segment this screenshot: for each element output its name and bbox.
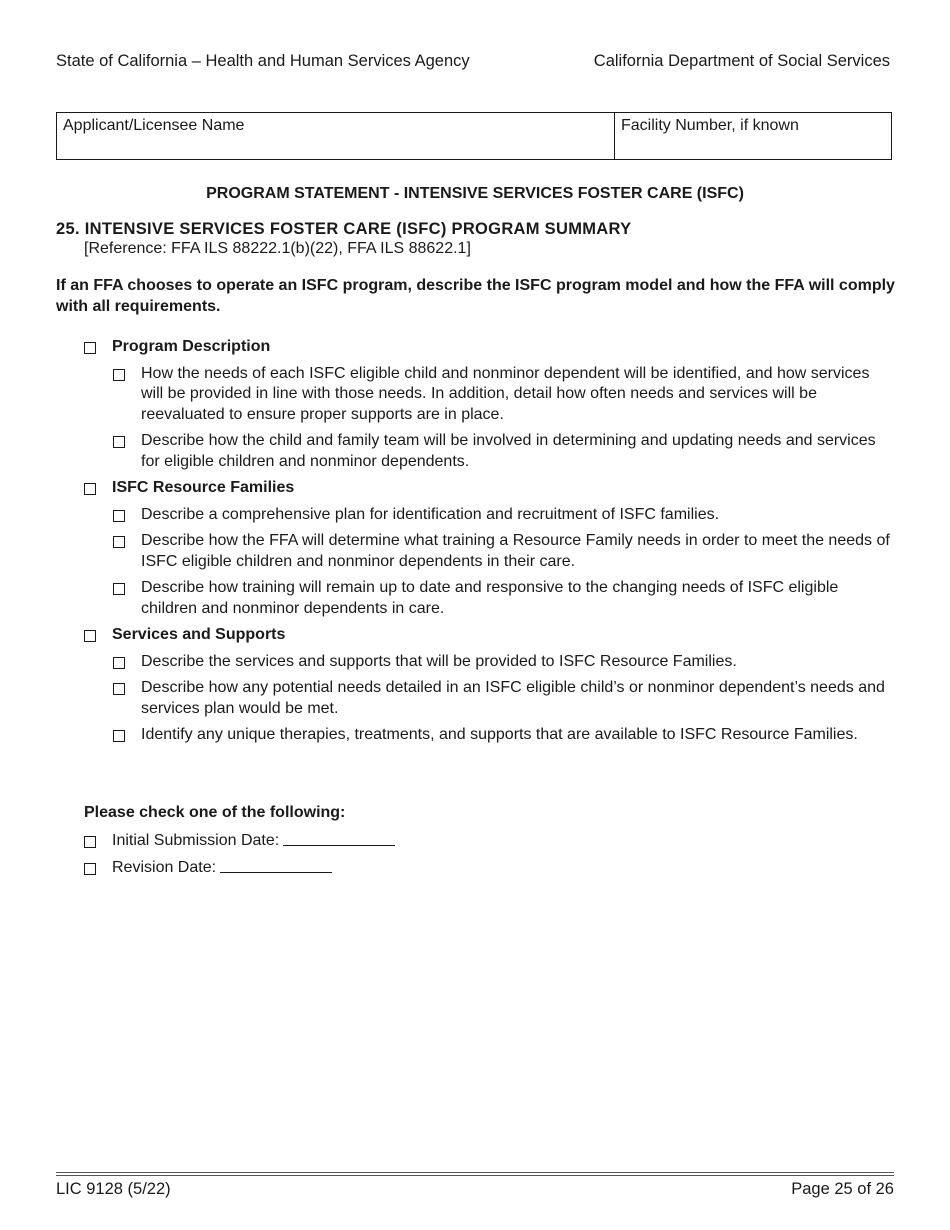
page-number: Page 25 of 26 [791,1180,894,1198]
list-item [84,431,894,472]
facility-number-label: Facility Number, if known [621,117,799,134]
category-services-and-supports [84,625,894,746]
category-row [84,625,894,646]
revision-label: Revision Date: [112,859,217,876]
department-header: California Department of Social Services [593,52,890,70]
category-label: Services and Supports [112,626,286,643]
item-text: Identify any unique therapies, treatments, and supports that are available to ISFC Resource Families. [141,726,858,743]
footer-divider [56,1175,894,1176]
checkbox[interactable] [84,483,96,495]
list-item [84,678,894,719]
instruction-text: If an FFA chooses to operate an ISFC program, describe the ISFC program model and how the FFA will comply with all requirements. [56,277,895,315]
checkbox[interactable] [113,657,125,669]
initial-submission-date-field[interactable] [283,831,395,846]
initial-submission-checkbox[interactable] [84,836,96,848]
submission-type-title: Please check one of the following: [84,804,346,821]
category-program-description [84,337,894,472]
revision-checkbox[interactable] [84,863,96,875]
section-reference: [Reference: FFA ILS 88222.1(b)(22), FFA ILS 88622.1] [84,240,471,257]
checkbox[interactable] [113,436,125,448]
item-text: Describe how training will remain up to date and responsive to the changing needs of ISFC eligible children and nonminor dependents in care. [141,579,839,617]
page-title: PROGRAM STATEMENT - INTENSIVE SERVICES FOSTER CARE (ISFC) [206,185,744,202]
revision-row [84,858,395,878]
list-item [84,725,894,746]
agency-header: State of California – Health and Human Services Agency [56,52,470,70]
applicant-name-label: Applicant/Licensee Name [63,117,245,134]
checklist [84,337,894,752]
initial-submission-row [84,831,395,851]
item-text: Describe the services and supports that will be provided to ISFC Resource Families. [141,652,737,670]
item-text: How the needs of each ISFC eligible child and nonminor dependent will be identified, and how services will be provided in line with those needs. In addition, detail how often needs and services will be reevaluated to ensure proper supports are in place. [141,364,870,423]
checkbox[interactable] [84,630,96,642]
item-text: Describe how the FFA will determine what training a Resource Family needs in order to meet the needs of ISFC eligible children and nonminor dependents in their care. [141,532,890,570]
checkbox[interactable] [113,369,125,381]
checkbox[interactable] [113,583,125,595]
checkbox[interactable] [113,536,125,548]
category-isfc-resource-families [84,478,894,619]
initial-submission-label: Initial Submission Date: [112,832,280,849]
checkbox[interactable] [113,730,125,742]
checkbox[interactable] [113,510,125,522]
footer-divider [56,1172,894,1173]
category-label: Program Description [112,338,271,355]
applicant-info-table [56,112,892,160]
category-row [84,478,894,499]
checkbox[interactable] [84,342,96,354]
section-heading: 25. INTENSIVE SERVICES FOSTER CARE (ISFC) PROGRAM SUMMARY [56,220,632,238]
item-text: Describe a comprehensive plan for identification and recruitment of ISFC families. [141,505,720,523]
list-item [84,505,894,526]
list-item [84,531,894,572]
checkbox[interactable] [113,683,125,695]
item-text: Describe how the child and family team will be involved in determining and updating needs and services for eligible children and nonminor dependents. [141,432,876,470]
list-item [84,364,894,426]
form-id: LIC 9128 (5/22) [56,1180,171,1198]
revision-date-field[interactable] [220,858,332,873]
list-item [84,652,894,673]
list-item [84,578,894,619]
category-row [84,337,894,358]
category-label: ISFC Resource Families [112,479,295,496]
applicant-name-field[interactable] [57,113,615,159]
submission-type-section [84,803,395,885]
facility-number-field[interactable] [615,113,891,159]
item-text: Describe how any potential needs detailed in an ISFC eligible child’s or nonminor dependent’s needs and services plan would be met. [141,679,885,717]
